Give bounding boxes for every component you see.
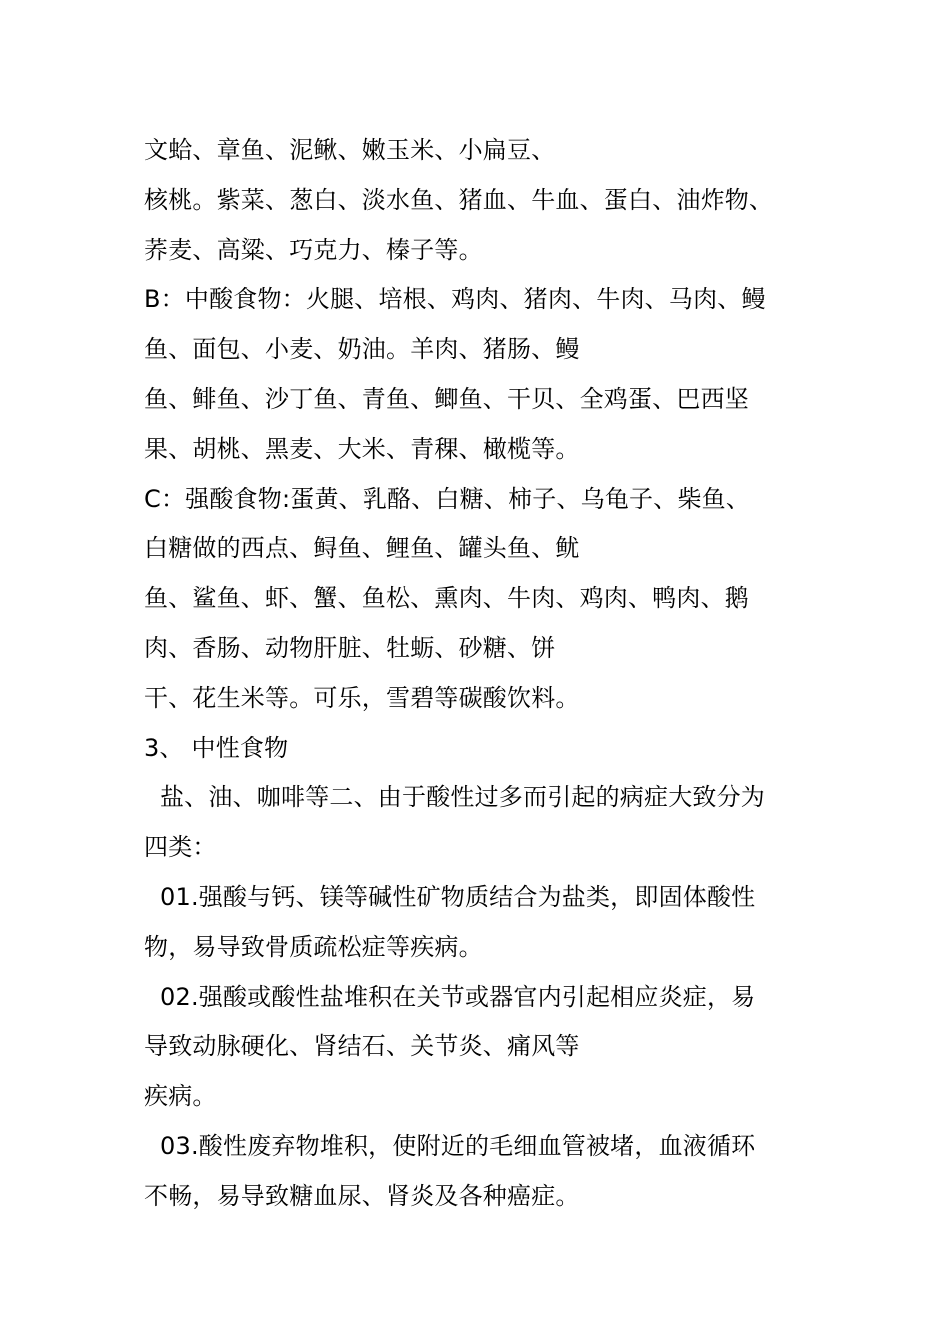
text-line: 荞麦、高粱、巧克力、榛子等。 <box>144 235 483 264</box>
list-item: 02.强酸或酸性盐堆积在关节或器官内引起相应炎症，易 <box>160 982 756 1011</box>
text-line: 果、胡桃、黑麦、大米、青稞、橄榄等。 <box>144 434 580 463</box>
list-item: 03.酸性废弃物堆积，使附近的毛细血管被堵，血液循环 <box>160 1131 756 1160</box>
text-line: 鱼、鲨鱼、虾、蟹、鱼松、熏肉、牛肉、鸡肉、鸭肉、鹅 <box>144 584 749 613</box>
text-line: B：中酸食物：火腿、培根、鸡肉、猪肉、牛肉、马肉、鳗 <box>144 285 766 314</box>
text-line: 疾病。 <box>144 1082 217 1111</box>
text-line: 白糖做的西点、鲟鱼、鲤鱼、罐头鱼、鱿 <box>144 534 580 563</box>
text-line: 盐、油、咖啡等二、由于酸性过多而引起的病症大致分为 <box>160 783 765 812</box>
text-line: 核桃。紫菜、葱白、淡水鱼、猪血、牛血、蛋白、油炸物、 <box>144 185 774 214</box>
text-line: C：强酸食物:蛋黄、乳酪、白糖、柿子、乌龟子、柴鱼、 <box>144 484 751 513</box>
text-line: 不畅，易导致糖血尿、肾炎及各种癌症。 <box>144 1181 580 1210</box>
section-heading: 3、 中性食物 <box>144 733 289 762</box>
document-body <box>144 126 824 1222</box>
text-line: 鱼、面包、小麦、奶油。羊肉、猪肠、鳗 <box>144 335 580 364</box>
text-line: 肉、香肠、动物肝脏、牡蛎、砂糖、饼 <box>144 633 556 662</box>
text-line: 干、花生米等。可乐，雪碧等碳酸饮料。 <box>144 683 580 712</box>
list-item: 01.强酸与钙、镁等碱性矿物质结合为盐类，即固体酸性 <box>160 882 756 911</box>
text-line: 四类： <box>144 833 217 862</box>
text-line: 文蛤、章鱼、泥鳅、嫩玉米、小扁豆、 <box>144 136 556 164</box>
text-line: 鱼、鲱鱼、沙丁鱼、青鱼、鲫鱼、干贝、全鸡蛋、巴西坚 <box>144 384 749 413</box>
text-line: 导致动脉硬化、肾结石、关节炎、痛风等 <box>144 1032 580 1061</box>
text-line: 物，易导致骨质疏松症等疾病。 <box>144 932 483 961</box>
